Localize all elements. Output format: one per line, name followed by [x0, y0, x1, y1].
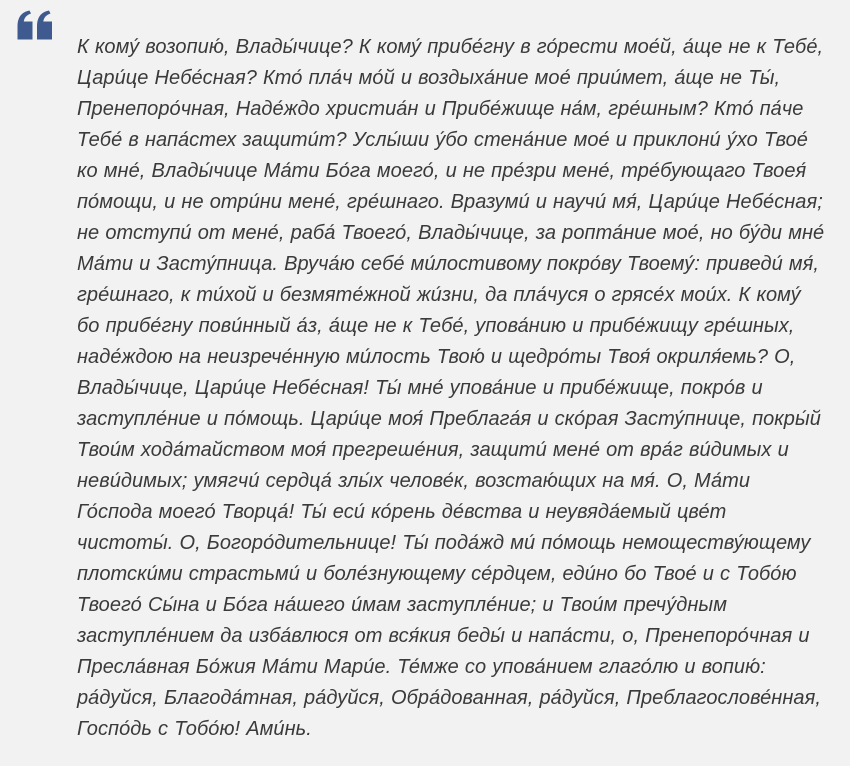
quote-mark-right-glyph [37, 11, 52, 40]
prayer-text: К кому́ возопию́, Влады́чице? К кому́ прибе́гну в го́рести мое́й, а́ще не к Тебе́, Цари́це Небе́сная? Кто́ пла́ч мо́й и воздыха́ние мое́ прии́мет, а́ще не Ты́, Пренепоро́чная, Наде́ждо христиа́н и Прибе́жище на́м, гре́шным? Кто́ па́че Тебе́ в напа́стех защити́т? Услы́ши у́бо стена́ние мое́ и приклони́ у́хо Твое́ ко мне́, Влады́чице Ма́ти Бо́га моего́, и не пре́зри мене́, тре́бующаго Твоея́ по́мощи, и не отри́ни мене́, гре́шнаго. Вразуми́ и научи́ мя́, Цари́це Небе́сная; не отступи́ от мене́, раба́ Твоего́, Влады́чице, за ропта́ние мое́, но бу́ди мне́ Ма́ти и Засту́пница. Вруча́ю себе́ ми́лостивому покро́ву Твоему́: приведи́ мя́, гре́шнаго, к ти́хой и безмяте́жной жи́зни, да пла́чуся о грясе́х мои́х. К кому́ бо прибе́гну пови́нный а́з, а́ще не к Тебе́, упова́нию и прибе́жищу гре́шных, наде́ждою на неизрече́нную ми́лость Твою́ и щедро́ты Твоя́ окриля́емь? О, Влады́чице, Цари́це Небе́сная! Ты́ мне́ упова́ние и прибе́жище, покро́в и заступле́ние и по́мощь. Цари́це моя́ Преблага́я и ско́рая Засту́пнице, покры́й Твои́м хода́тайством моя́ прегреше́ния, защити́ мене́ от вра́г ви́димых и неви́димых; умягчи́ сердца́ злы́х челове́к, возстаю́щих на мя́. О, Ма́ти Го́спода моего́ Творца́! Ты́ еси́ ко́рень де́вства и неувяда́емый цве́т чистоты́. О, Богоро́дительнице! Ты́ пода́жд ми́ по́мощь немоществу́ющему плотски́ми страстьми́ и боле́знующему се́рдцем, еди́но бо Твое́ и с Тобо́ю Твоего́ Сы́на и Бо́га на́шего и́мам заступле́ние; и Твои́м пречу́дным заступле́нием да изба́влюся от вся́кия беды́ и напа́сти, о, Пренепоро́чная и Пресла́вная Бо́жия Ма́ти Мари́е. Те́мже со упова́нием глаго́лю и вопию́: ра́дуйся, Благода́тная, ра́дуйся, Обра́дованная, ра́дуйся, Преблагослове́нная, Госпо́дь с Тобо́ю! Ами́нь. [77, 36, 825, 740]
quote-mark-left-glyph [18, 11, 33, 40]
quote-mark-icon [17, 10, 53, 40]
